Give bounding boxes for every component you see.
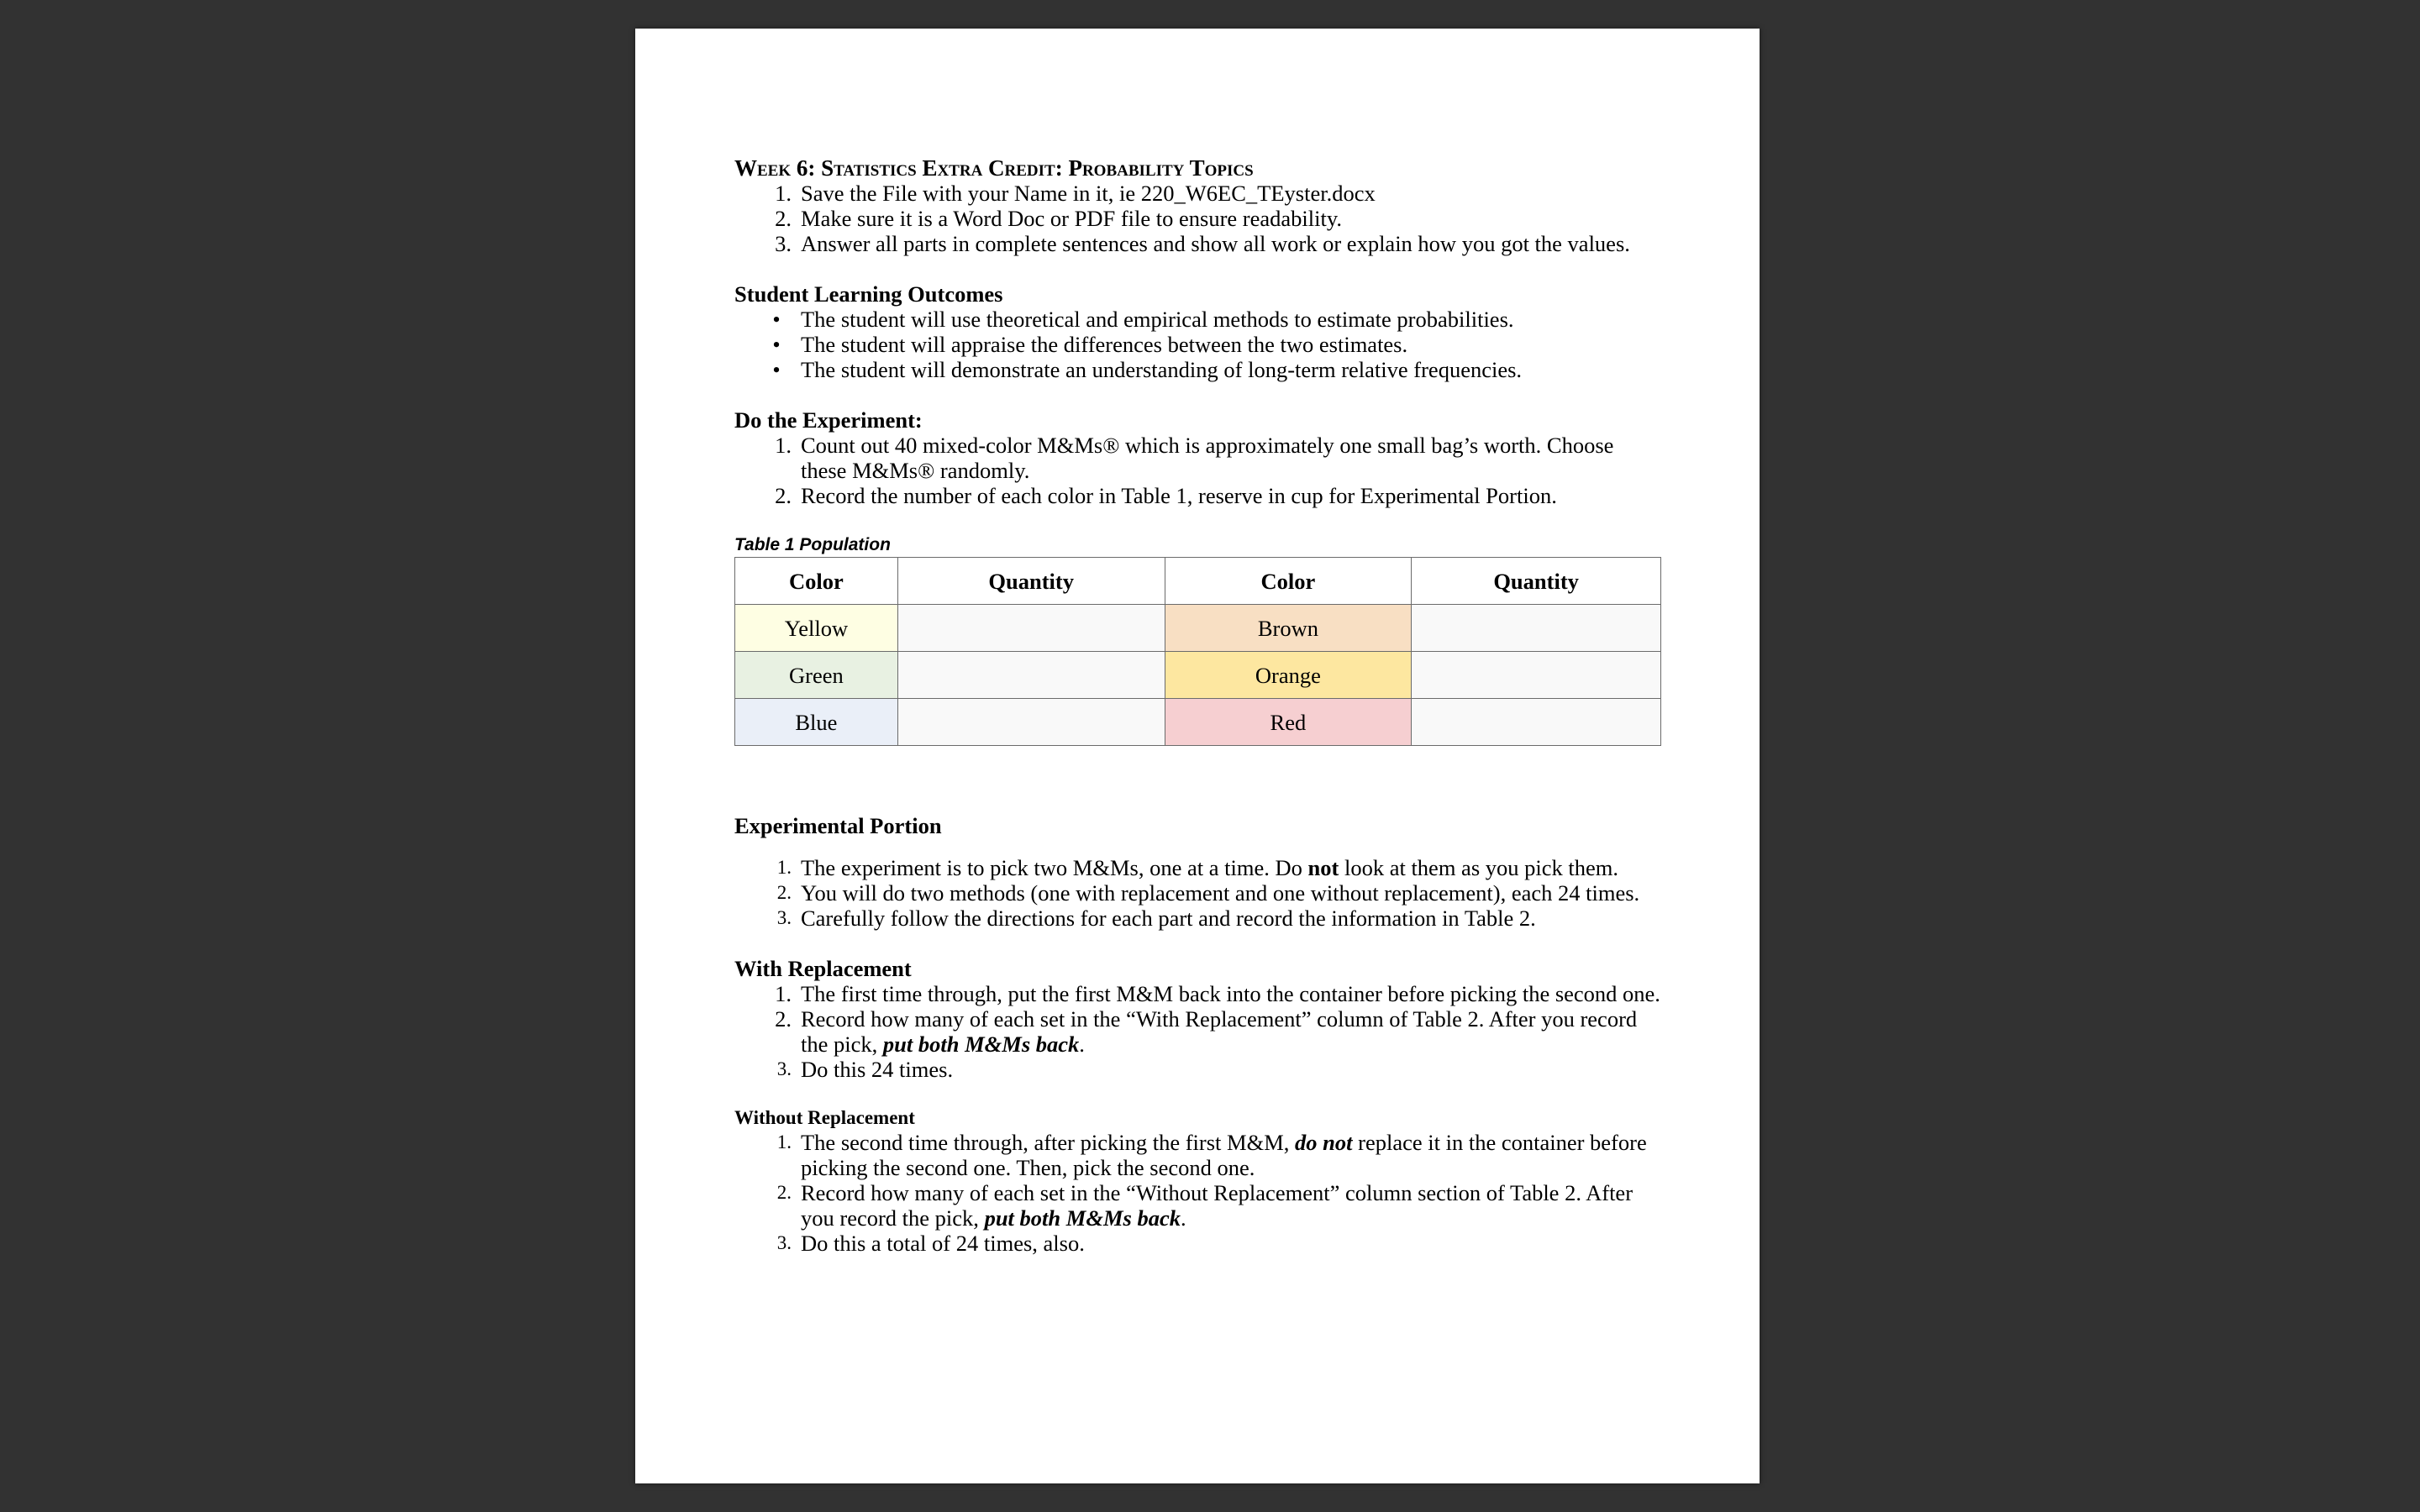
quantity-cell[interactable] [1412, 605, 1661, 652]
list-item [734, 483, 1664, 508]
list-item-text-post: replace it in the container before picking the second one. Then, pick the second one. [801, 1130, 1647, 1180]
table-row [735, 699, 1661, 746]
color-cell-green: Green [735, 652, 898, 699]
bullet-icon: • [772, 332, 781, 357]
list-item [734, 1006, 1664, 1057]
list-item [734, 1130, 1664, 1180]
list-item-text: The student will use theoretical and empirical methods to estimate probabilities. [801, 307, 1514, 332]
with-replacement-heading: With Replacement [734, 956, 912, 981]
list-number: 1. [775, 433, 792, 458]
table-header-row [735, 558, 1661, 605]
list-item-text: Carefully follow the directions for each part and record the information in Table 2. [801, 906, 1536, 931]
experimental-portion-list [734, 855, 1664, 931]
outcomes-heading: Student Learning Outcomes [734, 281, 1003, 307]
page-content [734, 128, 1664, 1256]
column-header: Quantity [897, 558, 1165, 605]
color-cell-yellow: Yellow [735, 605, 898, 652]
emphasis-text: do not [1295, 1130, 1353, 1155]
list-number: 1. [776, 857, 792, 878]
list-number: 2. [775, 206, 792, 231]
document-title: Week 6: Statistics Extra Credit: Probability Topics [734, 155, 1254, 181]
list-item [734, 1057, 1664, 1082]
list-item-text: You will do two methods (one with replacement and one without replacement), each 24 times. [801, 880, 1640, 906]
list-item-text: Save the File with your Name in it, ie 220_W6EC_TEyster.docx [801, 181, 1376, 206]
list-item-text: The student will appraise the differences between the two estimates. [801, 332, 1408, 357]
color-cell-brown: Brown [1165, 605, 1412, 652]
list-item [734, 433, 1664, 483]
color-cell-red: Red [1165, 699, 1412, 746]
list-item-text: Do this 24 times. [801, 1057, 954, 1082]
list-item-text: The student will demonstrate an understanding of long-term relative frequencies. [801, 357, 1523, 382]
experiment-list [734, 433, 1664, 508]
list-item-text: Record the number of each color in Table 1, reserve in cup for Experimental Portion. [801, 483, 1557, 508]
with-replacement-list [734, 981, 1664, 1082]
list-item-text-pre: The experiment is to pick two M&Ms, one at a time. Do [801, 855, 1308, 880]
list-item [734, 357, 1664, 382]
column-header: Color [735, 558, 898, 605]
list-item-text: Count out 40 mixed-color M&Ms® which is approximately one small bag’s worth. Choose these M&Ms® randomly. [801, 433, 1614, 483]
list-item [734, 231, 1664, 256]
list-number: 1. [775, 981, 792, 1006]
quantity-cell[interactable] [897, 699, 1165, 746]
list-item [734, 981, 1664, 1006]
list-item [734, 332, 1664, 357]
quantity-cell[interactable] [1412, 699, 1661, 746]
list-number: 3. [776, 907, 792, 928]
list-number: 1. [776, 1131, 792, 1152]
list-item [734, 307, 1664, 332]
list-item-text-post: look at them as you pick them. [1339, 855, 1618, 880]
list-number: 1. [775, 181, 792, 206]
list-item [734, 181, 1664, 206]
list-item-text: Answer all parts in complete sentences and show all work or explain how you got the values. [801, 231, 1630, 256]
list-item [734, 206, 1664, 231]
list-number: 2. [775, 483, 792, 508]
list-item-text-pre: Record how many of each set in the “Without Replacement” column section of Table 2. After you record the pick, [801, 1180, 1634, 1231]
list-number: 3. [775, 231, 792, 256]
list-number: 2. [776, 882, 792, 903]
quantity-cell[interactable] [897, 605, 1165, 652]
emphasis-text: not [1307, 855, 1339, 880]
list-item [734, 1231, 1664, 1256]
list-item-text-pre: Record how many of each set in the “With Replacement” column of Table 2. After you record the pick, [801, 1006, 1638, 1057]
list-item-text-pre: The second time through, after picking the first M&M, [801, 1130, 1296, 1155]
list-item [734, 906, 1664, 931]
experimental-portion-heading: Experimental Portion [734, 813, 942, 838]
population-table [734, 557, 1661, 746]
list-item-text: The first time through, put the first M&M back into the container before picking the second one. [801, 981, 1660, 1006]
column-header: Quantity [1412, 558, 1661, 605]
list-number: 3. [776, 1058, 792, 1079]
outcomes-list [734, 307, 1664, 382]
table-row [735, 652, 1661, 699]
emphasis-text: put both M&Ms back [984, 1205, 1181, 1231]
list-number: 2. [776, 1182, 792, 1203]
list-item-text-post: . [1079, 1032, 1085, 1057]
table-caption: Table 1 Population [734, 535, 891, 554]
quantity-cell[interactable] [897, 652, 1165, 699]
list-number: 3. [776, 1232, 792, 1253]
list-item-text: Make sure it is a Word Doc or PDF file to ensure readability. [801, 206, 1343, 231]
document-page [635, 29, 1760, 1483]
list-number: 2. [775, 1006, 792, 1032]
bullet-icon: • [772, 357, 781, 382]
color-cell-blue: Blue [735, 699, 898, 746]
list-item [734, 880, 1664, 906]
color-cell-orange: Orange [1165, 652, 1412, 699]
bullet-icon: • [772, 307, 781, 332]
emphasis-text: put both M&Ms back [882, 1032, 1080, 1057]
table-row [735, 605, 1661, 652]
list-item-text: Do this a total of 24 times, also. [801, 1231, 1085, 1256]
list-item [734, 855, 1664, 880]
without-replacement-heading: Without Replacement [734, 1107, 915, 1128]
quantity-cell[interactable] [1412, 652, 1661, 699]
without-replacement-list [734, 1130, 1664, 1256]
column-header: Color [1165, 558, 1412, 605]
list-item [734, 1180, 1664, 1231]
intro-list [734, 181, 1664, 256]
experiment-heading: Do the Experiment: [734, 407, 923, 433]
list-item-text-post: . [1180, 1205, 1186, 1231]
